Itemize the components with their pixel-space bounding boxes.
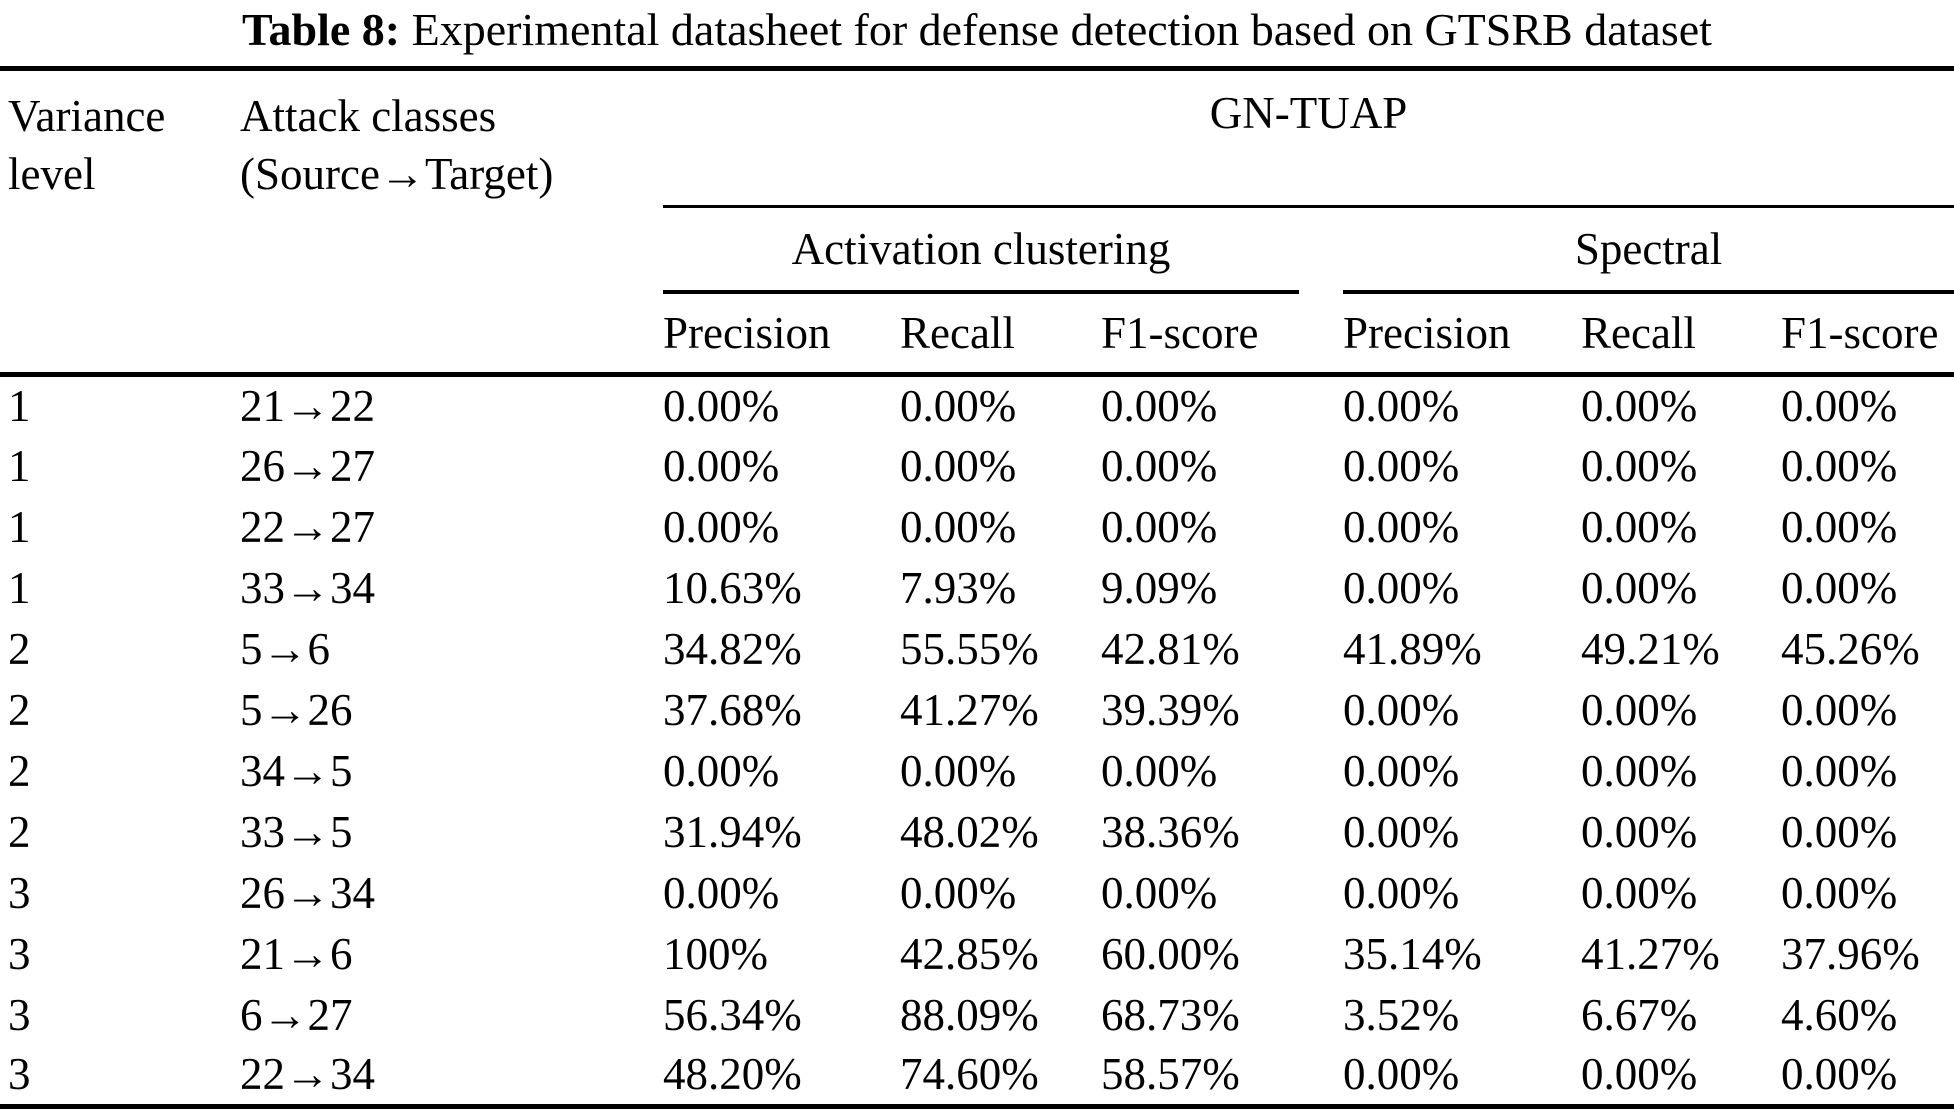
spectral-recall-cell: 6.67% xyxy=(1581,989,1698,1040)
attack-classes-cell: 26→27 xyxy=(240,440,375,491)
group-header-row xyxy=(0,69,1954,207)
spectral-recall-cell: 0.00% xyxy=(1581,374,1781,435)
ac-recall-cell: 7.93% xyxy=(900,562,1017,613)
spectral-f1-cell: 0.00% xyxy=(1781,745,1898,796)
ac-precision-cell: 48.20% xyxy=(663,1049,802,1100)
spectral-precision-cell: 0.00% xyxy=(1343,806,1460,857)
ac-precision-cell: 10.63% xyxy=(663,562,802,613)
spectral-label: Spectral xyxy=(1574,224,1723,274)
ac-precision-cell: 0.00% xyxy=(663,501,780,552)
spectral-recall-cell: 0.00% xyxy=(1581,501,1698,552)
spectral-header xyxy=(1343,207,1954,295)
variance-cell: 1 xyxy=(0,374,240,435)
ac-recall-cell: 0.00% xyxy=(900,501,1017,552)
spectral-recall-cell: 0.00% xyxy=(1581,1049,1698,1100)
variance-cell: 3 xyxy=(8,1049,31,1100)
table-row xyxy=(0,740,1954,801)
attack-classes-cell: 6→27 xyxy=(240,989,353,1040)
variance-cell: 2 xyxy=(8,745,31,796)
spectral-recall-cell: 0.00% xyxy=(1581,440,1698,491)
ac-recall-cell: 88.09% xyxy=(900,989,1039,1040)
spectral-recall-cell: 0.00% xyxy=(1581,562,1698,613)
table-row xyxy=(0,496,1954,557)
spectral-f1-cell: 0.00% xyxy=(1781,374,1954,435)
spectral-precision-cell: 0.00% xyxy=(1343,1049,1460,1100)
table-row xyxy=(0,862,1954,923)
spectral-f1-cell: 45.26% xyxy=(1781,623,1920,674)
table-header xyxy=(0,69,1954,375)
ac-recall-cell: 0.00% xyxy=(900,867,1017,918)
spectral-f1-cell: 0.00% xyxy=(1781,867,1898,918)
variance-cell: 3 xyxy=(8,928,31,979)
table-row xyxy=(0,374,1954,435)
ac-precision-cell: 0.00% xyxy=(663,440,780,491)
gn-tuap-header: GN-TUAP xyxy=(663,69,1954,207)
variance-cell: 1 xyxy=(8,440,31,491)
ac-f1-cell: 9.09% xyxy=(1101,562,1218,613)
activation-clustering-header xyxy=(663,207,1343,295)
ac-precision-cell: 0.00% xyxy=(663,374,900,435)
ac-f1-cell: 68.73% xyxy=(1101,989,1240,1040)
ac-f1-cell: 0.00% xyxy=(1101,440,1218,491)
spectral-f1-header: F1-score xyxy=(1781,307,1939,358)
attack-classes-cell: 21→22 xyxy=(240,374,663,435)
ac-precision-cell: 31.94% xyxy=(663,806,802,857)
table-row xyxy=(0,923,1954,984)
table-row xyxy=(0,984,1954,1045)
ac-recall-cell: 55.55% xyxy=(900,623,1039,674)
ac-f1-cell: 42.81% xyxy=(1101,623,1240,674)
results-table xyxy=(0,66,1954,1109)
spectral-f1-cell: 0.00% xyxy=(1781,806,1898,857)
ac-precision-cell: 100% xyxy=(663,928,768,979)
spectral-recall-cell: 0.00% xyxy=(1581,867,1698,918)
ac-f1-cell: 0.00% xyxy=(1101,867,1218,918)
attack-classes-cell: 5→6 xyxy=(240,623,330,674)
spectral-f1-cell: 0.00% xyxy=(1781,501,1898,552)
spectral-precision-cell: 41.89% xyxy=(1343,623,1482,674)
table-row xyxy=(0,557,1954,618)
ac-precision-header: Precision xyxy=(663,307,831,358)
ac-recall-header: Recall xyxy=(900,307,1015,358)
table-row xyxy=(0,1045,1954,1106)
ac-f1-cell: 58.57% xyxy=(1101,1049,1240,1100)
ac-recall-cell: 0.00% xyxy=(900,440,1017,491)
ac-precision-cell: 0.00% xyxy=(663,867,780,918)
spectral-precision-cell: 0.00% xyxy=(1343,440,1460,491)
spectral-precision-cell: 0.00% xyxy=(1343,745,1460,796)
attack-classes-header: Attack classes (Source→Target) xyxy=(240,91,554,199)
ac-recall-cell: 42.85% xyxy=(900,928,1039,979)
spectral-recall-cell: 0.00% xyxy=(1581,745,1698,796)
table-row xyxy=(0,618,1954,679)
activation-clustering-label: Activation clustering xyxy=(791,224,1171,274)
spectral-precision-cell: 0.00% xyxy=(1343,867,1460,918)
attack-classes-cell: 22→34 xyxy=(240,1049,375,1100)
variance-cell: 2 xyxy=(8,623,31,674)
ac-precision-cell: 37.68% xyxy=(663,684,802,735)
variance-cell: 1 xyxy=(8,562,31,613)
table-row xyxy=(0,801,1954,862)
ac-f1-header: F1-score xyxy=(1101,307,1259,358)
spectral-recall-cell: 0.00% xyxy=(1581,806,1698,857)
ac-recall-cell: 48.02% xyxy=(900,806,1039,857)
ac-precision-cell: 56.34% xyxy=(663,989,802,1040)
ac-f1-cell: 39.39% xyxy=(1101,684,1240,735)
table-row xyxy=(0,679,1954,740)
spectral-precision-header: Precision xyxy=(1343,307,1511,358)
attack-classes-cell: 26→34 xyxy=(240,867,375,918)
table-caption xyxy=(0,0,1954,66)
table-caption-label: Table 8: xyxy=(242,4,401,55)
spectral-precision-cell: 3.52% xyxy=(1343,989,1460,1040)
variance-cell: 3 xyxy=(8,989,31,1040)
spectral-precision-cell: 0.00% xyxy=(1343,501,1460,552)
spectral-recall-cell: 0.00% xyxy=(1581,684,1698,735)
attack-classes-cell: 22→27 xyxy=(240,501,375,552)
ac-precision-cell: 34.82% xyxy=(663,623,802,674)
ac-recall-cell: 0.00% xyxy=(900,745,1017,796)
spectral-f1-cell: 0.00% xyxy=(1781,1049,1898,1100)
ac-f1-cell: 38.36% xyxy=(1101,806,1240,857)
variance-cell: 3 xyxy=(8,867,31,918)
ac-f1-cell: 0.00% xyxy=(1101,374,1343,435)
ac-f1-cell: 60.00% xyxy=(1101,928,1240,979)
attack-classes-cell: 21→6 xyxy=(240,928,353,979)
variance-cell: 1 xyxy=(8,501,31,552)
attack-classes-cell: 33→34 xyxy=(240,562,375,613)
spectral-recall-header: Recall xyxy=(1581,307,1696,358)
ac-recall-cell: 74.60% xyxy=(900,1049,1039,1100)
table-row xyxy=(0,435,1954,496)
attack-classes-cell: 34→5 xyxy=(240,745,353,796)
ac-f1-cell: 0.00% xyxy=(1101,501,1218,552)
spectral-f1-cell: 4.60% xyxy=(1781,989,1898,1040)
spectral-precision-cell: 0.00% xyxy=(1343,374,1581,435)
spectral-f1-cell: 0.00% xyxy=(1781,684,1898,735)
table-body xyxy=(0,374,1954,1106)
ac-recall-cell: 0.00% xyxy=(900,374,1101,435)
spectral-f1-cell: 0.00% xyxy=(1781,562,1898,613)
attack-classes-cell: 33→5 xyxy=(240,806,353,857)
spectral-recall-cell: 41.27% xyxy=(1581,928,1720,979)
ac-recall-cell: 41.27% xyxy=(900,684,1039,735)
ac-f1-cell: 0.00% xyxy=(1101,745,1218,796)
table-caption-text: Experimental datasheet for defense detection based on GTSRB dataset xyxy=(400,4,1712,55)
spectral-precision-cell: 35.14% xyxy=(1343,928,1482,979)
variance-level-header: Variance level xyxy=(8,91,166,199)
attack-classes-cell: 5→26 xyxy=(240,684,353,735)
variance-cell: 2 xyxy=(8,684,31,735)
spectral-f1-cell: 37.96% xyxy=(1781,928,1920,979)
variance-cell: 2 xyxy=(8,806,31,857)
spectral-precision-cell: 0.00% xyxy=(1343,684,1460,735)
spectral-f1-cell: 0.00% xyxy=(1781,440,1898,491)
spectral-recall-cell: 49.21% xyxy=(1581,623,1720,674)
spectral-precision-cell: 0.00% xyxy=(1343,562,1460,613)
ac-precision-cell: 0.00% xyxy=(663,745,780,796)
